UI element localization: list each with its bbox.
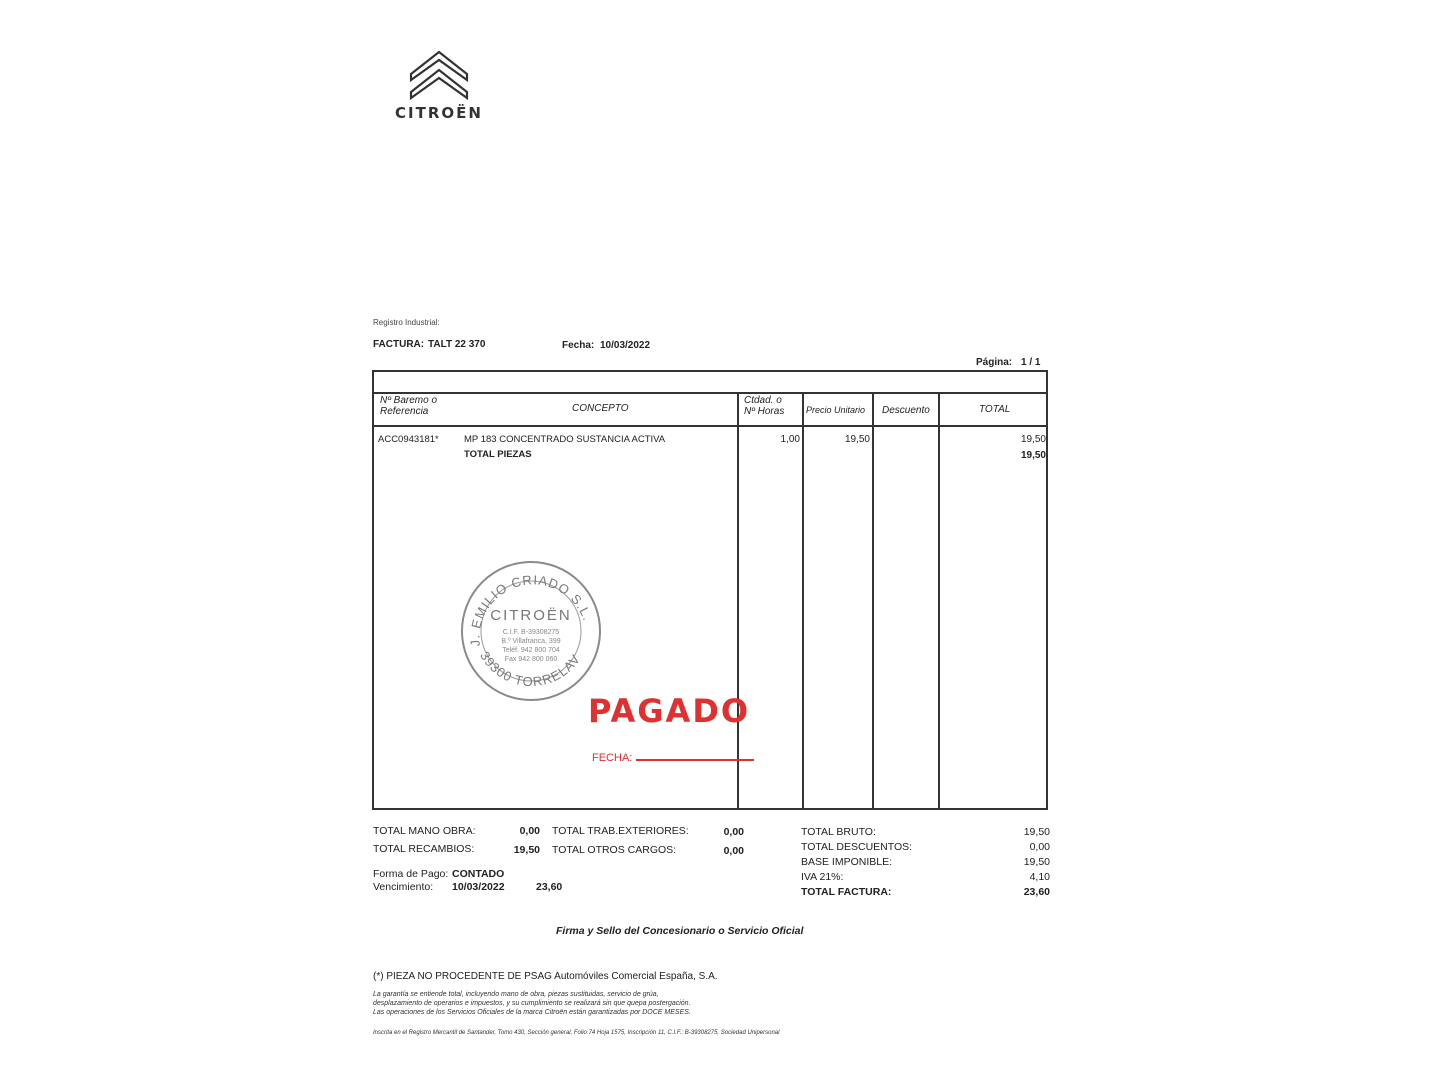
row-concepto: MP 183 CONCENTRADO SUSTANCIA ACTIVA xyxy=(464,434,666,445)
citroen-logo xyxy=(380,48,498,122)
column-divider xyxy=(872,392,874,808)
forma-pago-value: CONTADO xyxy=(452,868,505,880)
stamp-brand: CITROËN xyxy=(490,607,572,624)
fecha-value: 10/03/2022 xyxy=(600,340,651,351)
firma-sello: Firma y Sello del Concesionario o Servicio Oficial xyxy=(556,925,804,937)
dealer-stamp xyxy=(460,560,602,702)
trab-ext-value: 0,00 xyxy=(723,826,744,838)
base-imponible-label: BASE IMPONIBLE: xyxy=(801,856,893,868)
total-descuentos-value: 0,00 xyxy=(1029,841,1050,853)
vencimiento-amount: 23,60 xyxy=(536,881,563,893)
table-header xyxy=(374,392,1046,427)
stamp-ring-text: J. EMILIO CRIADO S.L. xyxy=(467,572,596,648)
fecha-label: Fecha: xyxy=(562,340,595,351)
pagado-fecha-line xyxy=(636,759,754,761)
forma-pago-label: Forma de Pago: xyxy=(373,868,449,880)
row-ref: ACC0943181* xyxy=(378,434,439,445)
total-bruto-label: TOTAL BRUTO: xyxy=(801,826,876,838)
pagado-fecha-label: FECHA: xyxy=(592,752,633,764)
garantia-line: La garantía se entiende total, incluyendo mano de obra, piezas sustituidas, servicio de grúa, xyxy=(373,991,659,998)
garantia-text xyxy=(373,990,691,1017)
vencimiento-date: 10/03/2022 xyxy=(452,881,505,893)
vencimiento-label: Vencimiento: xyxy=(373,881,434,893)
otros-cargos-label: TOTAL OTROS CARGOS: xyxy=(552,844,677,856)
pagina-label: Página: xyxy=(976,357,1013,368)
header-descuento: Descuento xyxy=(882,405,930,416)
pagado-stamp: PAGADO xyxy=(588,692,751,730)
header-precio: Precio Unitario xyxy=(806,405,866,415)
header-cantidad-line1: Ctdad. o xyxy=(744,395,782,406)
mano-obra-value: 0,00 xyxy=(519,825,540,837)
header-ref-line2: Referencia xyxy=(380,406,429,417)
header-cantidad-line2: Nº Horas xyxy=(744,406,785,417)
row-total: 19,50 xyxy=(1020,434,1046,445)
total-bruto-value: 19,50 xyxy=(1023,826,1050,838)
stamp-line: Fax 942 800 060 xyxy=(504,656,558,663)
header-ref xyxy=(380,395,437,417)
iva-label: IVA 21%: xyxy=(801,871,844,883)
pagina-value: 1 / 1 xyxy=(1021,357,1041,368)
subtotal-value: 19,50 xyxy=(1020,450,1046,461)
brand-name: CITROËN xyxy=(395,104,483,122)
column-divider xyxy=(737,392,739,808)
base-imponible-value: 19,50 xyxy=(1023,856,1050,868)
subtotal-label: TOTAL PIEZAS xyxy=(464,449,532,460)
factura-label: FACTURA: xyxy=(373,339,425,350)
row-precio: 19,50 xyxy=(844,434,870,445)
recambios-label: TOTAL RECAMBIOS: xyxy=(373,843,475,855)
recambios-value: 19,50 xyxy=(513,844,540,856)
total-factura-value: 23,60 xyxy=(1023,886,1050,898)
registro-industrial: Registro Industrial: xyxy=(373,318,440,327)
nota-pieza: (*) PIEZA NO PROCEDENTE DE PSAG Automóviles Comercial España, S.A. xyxy=(373,971,718,982)
stamp-line: B.º Villafranca, 399 xyxy=(501,638,561,645)
citroen-chevrons-icon xyxy=(407,48,471,102)
registro-mercantil: Inscrita en el Registro Mercantil de Santander, Tomo 430, Sección general, Folio 74 Hoja 1575, Inscripción 11, C.I.F.: B-39308275, Sociedad Unipersonal xyxy=(373,1030,780,1036)
factura-number: TALT 22 370 xyxy=(428,339,486,350)
stamp-bottom-text: 39300 TORRELAV xyxy=(477,648,584,690)
stamp-line: Teléf. 942 800 704 xyxy=(502,647,560,654)
header-ref-line1: Nº Baremo o xyxy=(380,395,438,406)
iva-value: 4,10 xyxy=(1029,871,1050,883)
otros-cargos-value: 0,00 xyxy=(723,845,744,857)
row-cantidad: 1,00 xyxy=(780,434,800,445)
total-factura-label: TOTAL FACTURA: xyxy=(801,886,892,898)
header-total: TOTAL xyxy=(979,404,1011,415)
column-divider xyxy=(802,392,804,808)
trab-ext-label: TOTAL TRAB.EXTERIORES: xyxy=(552,825,689,837)
stamp-line: C.I.F. B-39308275 xyxy=(502,629,560,636)
mano-obra-label: TOTAL MANO OBRA: xyxy=(373,825,476,837)
garantia-line: Las operaciones de los Servicios Oficiales de la marca Citroën están garantizadas por DOCE MESES. xyxy=(373,1009,691,1016)
garantia-line: desplazamiento de operarios e impuestos, y su cumplimiento se realizará sin que quepa postergación. xyxy=(373,1000,691,1007)
header-cantidad xyxy=(744,395,784,417)
header-concepto: CONCEPTO xyxy=(572,403,629,414)
table-top-band xyxy=(374,372,1046,394)
total-descuentos-label: TOTAL DESCUENTOS: xyxy=(801,841,913,853)
